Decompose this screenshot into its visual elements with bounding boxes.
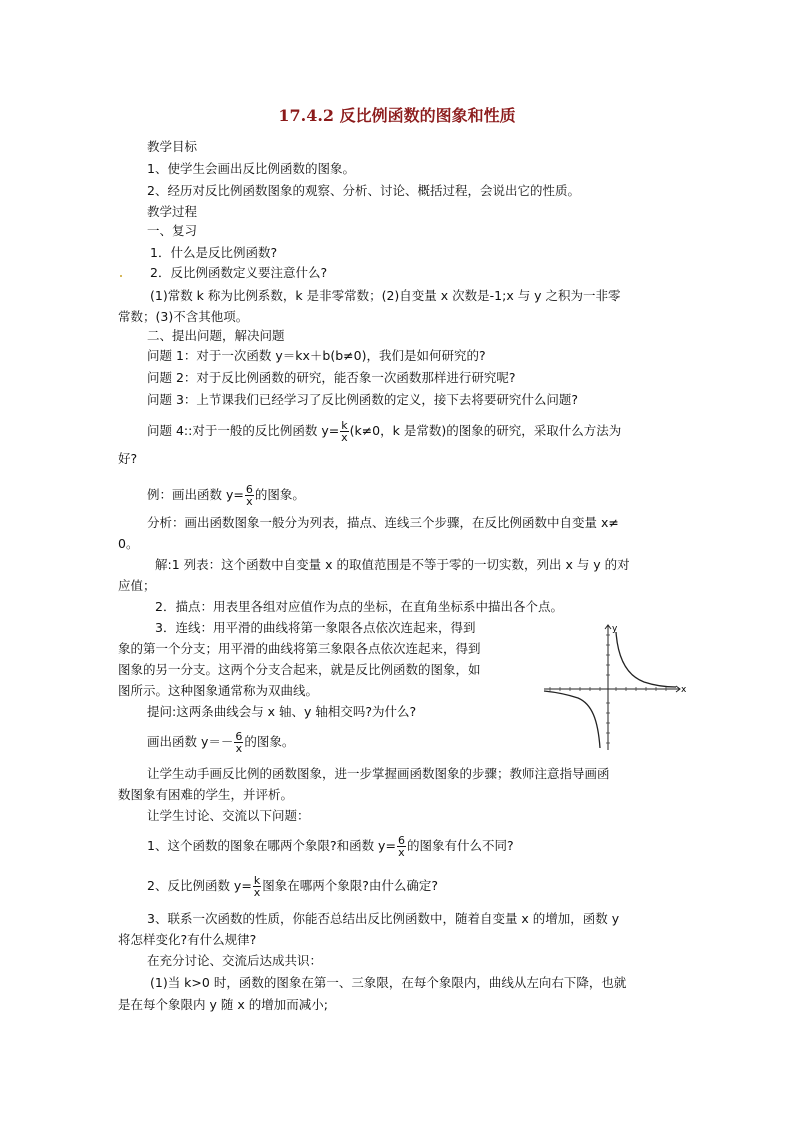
fraction-denominator: x: [235, 742, 243, 755]
text-line: 好?: [118, 451, 138, 466]
text-line-example: [147, 480, 305, 510]
hyperbola-branch-quadrant-3: [544, 691, 600, 748]
text-line: 数图象有困难的学生，并评析。: [118, 787, 294, 802]
text-line: (1)常数 k 称为比例系数，k 是非零常数；(2)自变量 x 次数是-1;x 与 y 之积为一非零: [150, 288, 621, 303]
text-line: 问题 1：对于一次函数 y＝kx＋b(b≠0)，我们是如何研究的?: [147, 348, 486, 363]
fraction-6-over-x: [234, 731, 243, 754]
text-line: 是在每个象限内 y 随 x 的增加而减小;: [118, 997, 328, 1012]
text-line: 分析：画出函数图象一般分为列表，描点、连线三个步骤，在反比例函数中自变量 x≠: [147, 515, 619, 530]
text-segment: 的图象有什么不同?: [406, 838, 514, 853]
text-segment: 1、这个函数的图象在哪两个象限?和函数 y=: [147, 838, 396, 853]
text-line: 图象的另一分支。这两个分支合起来，就是反比例函数的图象，如: [118, 662, 481, 677]
text-line: 问题 3：上节课我们已经学习了反比例函数的定义，接下去将要研究什么问题?: [147, 392, 579, 407]
text-line-draw-negative: [147, 727, 294, 757]
fraction-numerator: 6: [245, 483, 253, 496]
section-heading: 教学目标: [147, 139, 198, 154]
text-line: 将怎样变化?有什么规律?: [118, 932, 257, 947]
text-line-question-4: [147, 416, 621, 446]
page-title: 17.4.2 反比例函数的图象和性质: [278, 106, 516, 125]
fraction-k-over-x: [253, 875, 261, 898]
text-line: 2．反比例函数定义要注意什么?: [150, 265, 328, 280]
fraction-6-over-x: [397, 835, 406, 858]
text-line: 应值；: [118, 578, 156, 593]
text-segment: 例：画出函数 y=: [147, 487, 244, 502]
hyperbola-graph: [540, 620, 690, 755]
hyperbola-branch-quadrant-1: [616, 632, 676, 687]
text-segment: 2、反比例函数 y=: [147, 878, 252, 893]
fraction-6-over-x: [245, 484, 254, 507]
fraction-denominator: x: [341, 431, 348, 444]
text-line: 象的第一个分支；用平滑的曲线将第三象限各点依次连起来，得到: [118, 641, 481, 656]
fraction-k-over-x: [340, 420, 348, 443]
text-segment: 的图象。: [244, 734, 295, 749]
text-line: 3．连线：用平滑的曲线将第一象限各点依次连起来，得到: [155, 620, 476, 635]
text-segment: (k≠0，k 是常数)的图象的研究，采取什么方法为: [349, 423, 622, 438]
text-line: 问题 2：对于反比例函数的研究，能否象一次函数那样进行研究呢?: [147, 370, 516, 385]
fraction-numerator: 6: [235, 730, 243, 743]
text-line-question-2: [147, 871, 438, 901]
text-line: 图所示。这种图象通常称为双曲线。: [118, 683, 319, 698]
text-line: 常数；(3)不含其他项。: [118, 309, 249, 324]
x-axis-label: x: [681, 685, 687, 695]
text-line: 2、经历对反比例函数图象的观察、分析、讨论、概括过程，会说出它的性质。: [147, 183, 580, 198]
text-line: 0。: [118, 536, 139, 551]
text-line: 提问:这两条曲线会与 x 轴、y 轴相交吗?为什么?: [147, 704, 417, 719]
fraction-denominator: x: [253, 886, 261, 899]
text-line: 在充分讨论、交流后达成共识：: [147, 953, 323, 968]
section-heading: 教学过程: [147, 204, 198, 219]
fraction-numerator: k: [253, 874, 261, 887]
text-line: 1、使学生会画出反比例函数的图象。: [147, 161, 355, 176]
text-line: 让学生讨论、交流以下问题：: [147, 808, 310, 823]
stray-mark: [120, 275, 122, 277]
text-segment: 问题 4::对于一般的反比例函数 y=: [147, 423, 340, 438]
text-line: 3、联系一次函数的性质，你能否总结出反比例函数中，随着自变量 x 的增加，函数 y: [147, 911, 620, 926]
fraction-numerator: 6: [397, 834, 405, 847]
section-heading: 二、提出问题，解决问题: [147, 328, 285, 343]
text-line: 2．描点：用表里各组对应值作为点的坐标，在直角坐标系中描出各个点。: [155, 599, 563, 614]
text-line: 让学生动手画反比例的函数图象，进一步掌握画函数图象的步骤；教师注意指导画函: [147, 766, 610, 781]
text-line: 1．什么是反比例函数?: [150, 245, 278, 260]
text-line: (1)当 k>0 时，函数的图象在第一、三象限，在每个象限内，曲线从左向右下降，也就: [150, 975, 627, 990]
fraction-denominator: x: [398, 846, 405, 859]
text-segment: 的图象。: [254, 487, 305, 502]
fraction-denominator: x: [246, 495, 253, 508]
text-line-question-1: [147, 831, 514, 861]
text-line: 解:1 列表：这个函数中自变量 x 的取值范围是不等于零的一切实数，列出 x 与 y 的对: [155, 557, 630, 572]
text-segment: 图象在哪两个象限?由什么确定?: [262, 878, 438, 893]
section-heading: 一、复习: [147, 223, 198, 238]
text-segment: 画出函数 y＝－: [147, 734, 234, 749]
fraction-numerator: k: [341, 419, 348, 432]
y-axis-label: y: [612, 624, 618, 634]
